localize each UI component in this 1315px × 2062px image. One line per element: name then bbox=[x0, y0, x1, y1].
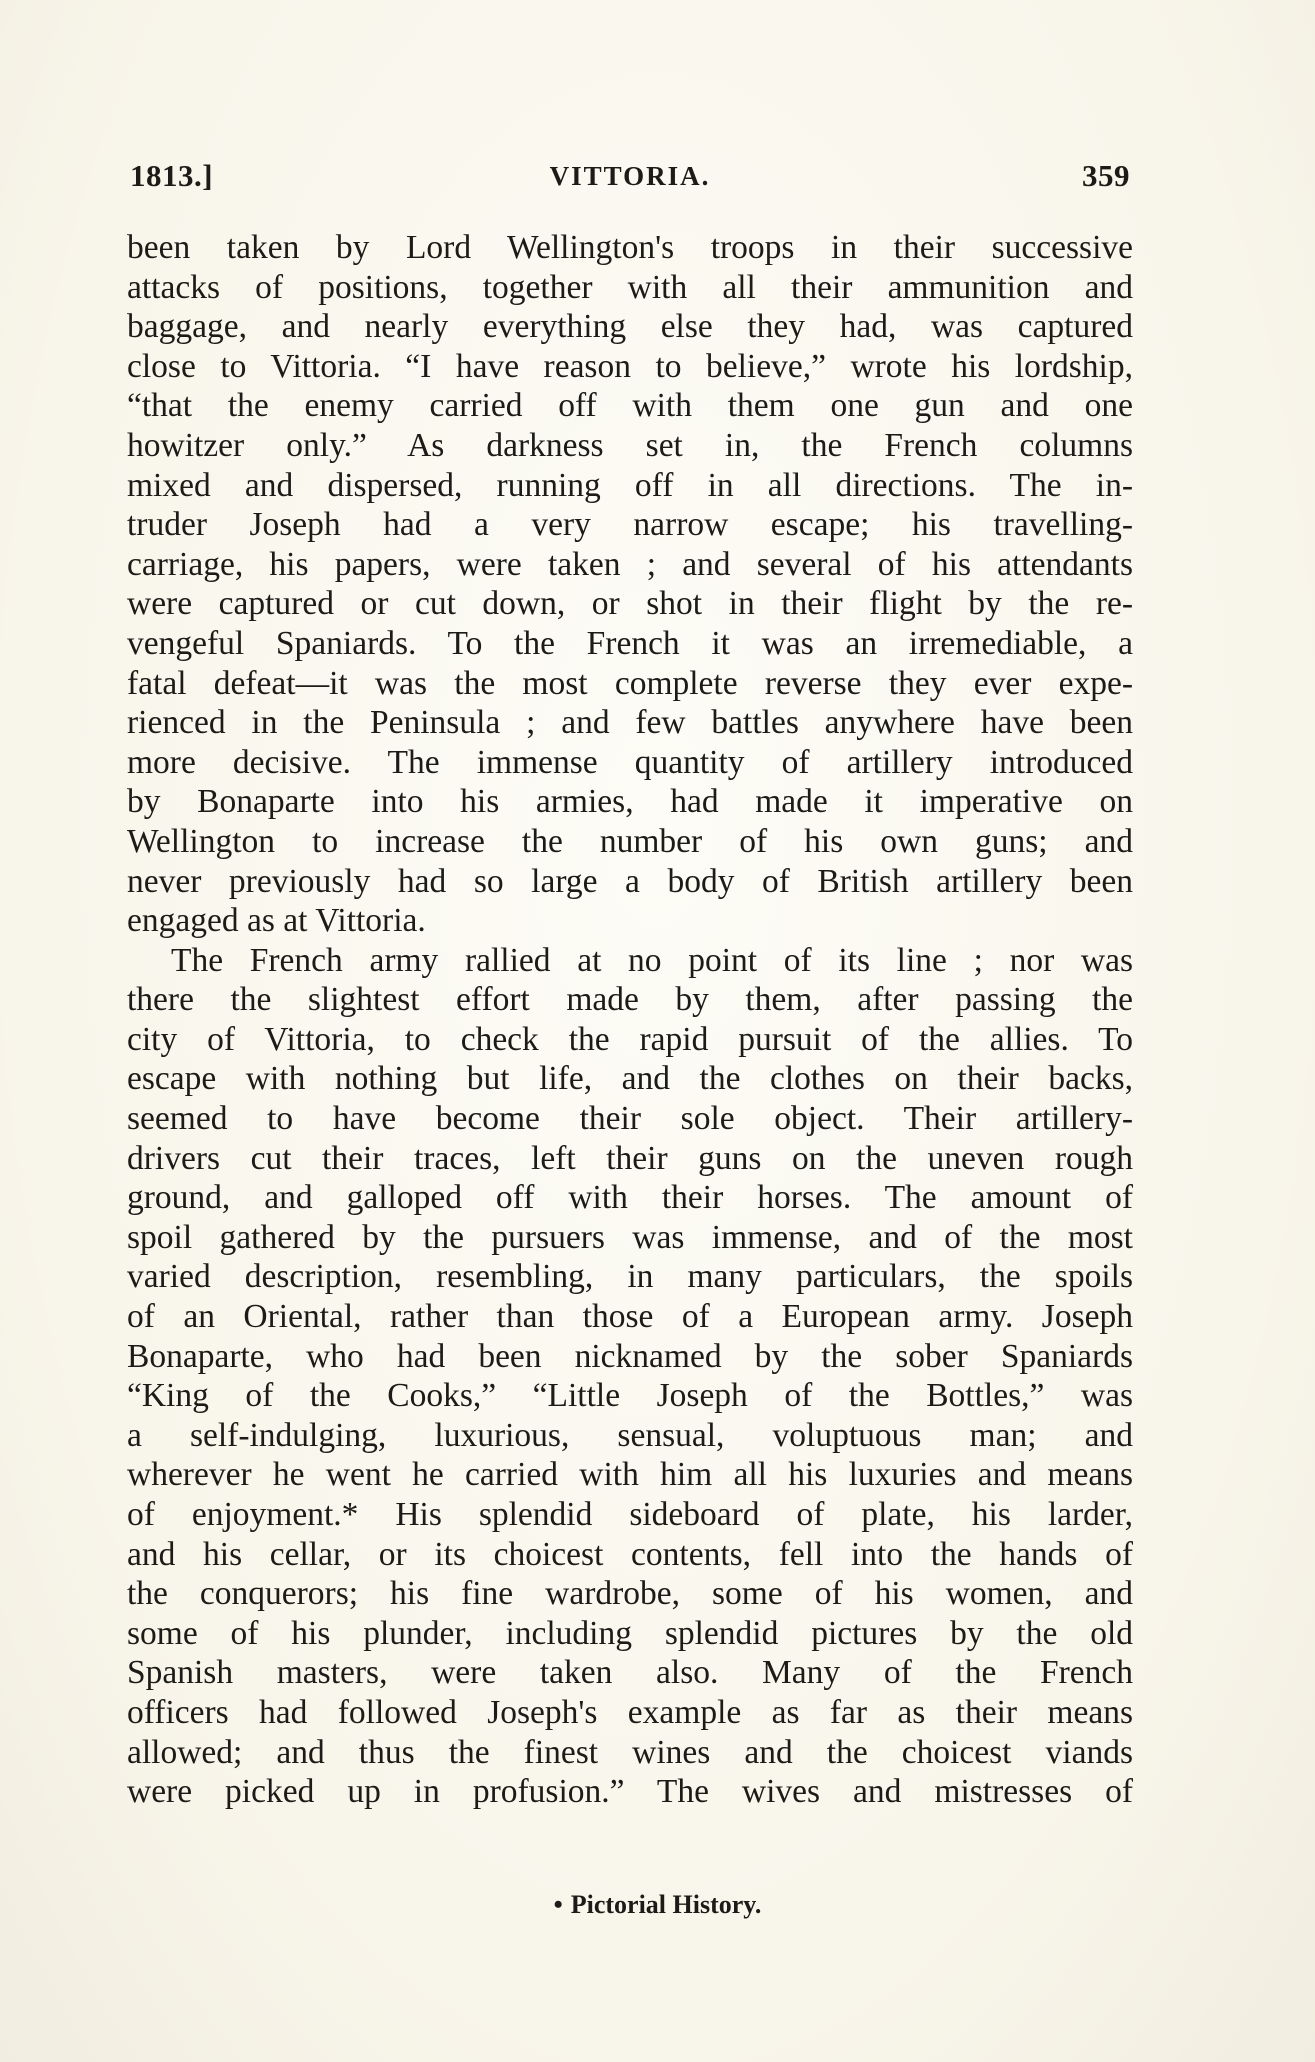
text-line: “that the enemy carried off with them one gun and one bbox=[127, 387, 1133, 425]
text-line: by Bonaparte into his armies, had made it imperative on bbox=[127, 783, 1133, 821]
text-line: of enjoyment.* His splendid sideboard of plate, his larder, bbox=[127, 1496, 1133, 1533]
text-line: wherever he went he carried with him all his luxuries and means bbox=[127, 1456, 1133, 1494]
text-line: varied description, resembling, in many particulars, the spoils bbox=[127, 1258, 1133, 1296]
text-line: seemed to have become their sole object. Their artillery- bbox=[127, 1100, 1133, 1138]
paragraph-first-line: The French army rallied at no point of its line ; nor was bbox=[171, 941, 1133, 979]
footnote bbox=[0, 1888, 1315, 1922]
text-line: city of Vittoria, to check the rapid pursuit of the allies. To bbox=[127, 1020, 1133, 1058]
text-line: rienced in the Peninsula ; and few battles anywhere have been bbox=[127, 704, 1133, 742]
text-line: some of his plunder, including splendid pictures by the old bbox=[127, 1614, 1133, 1652]
text-line: were captured or cut down, or shot in their flight by the re- bbox=[127, 585, 1133, 623]
text-line: and his cellar, or its choicest contents, fell into the hands of bbox=[127, 1535, 1133, 1573]
page-number: 359 bbox=[1082, 158, 1130, 193]
text-line: howitzer only.” As darkness set in, the French columns bbox=[127, 426, 1133, 464]
paragraph-last-line: engaged as at Vittoria. bbox=[127, 902, 426, 940]
text-line: allowed; and thus the finest wines and the choicest viands bbox=[127, 1733, 1133, 1771]
text-line: a self-indulging, luxurious, sensual, voluptuous man; and bbox=[127, 1416, 1133, 1454]
text-line: close to Vittoria. “I have reason to believe,” wrote his lordship, bbox=[127, 347, 1133, 385]
text-line: ground, and galloped off with their horses. The amount of bbox=[127, 1179, 1133, 1217]
text-line: escape with nothing but life, and the clothes on their backs, bbox=[127, 1060, 1133, 1098]
footnote-marker: • bbox=[553, 1890, 563, 1919]
text-line: Wellington to increase the number of his own guns; and bbox=[127, 822, 1133, 860]
text-line: Bonaparte, who had been nicknamed by the sober Spaniards bbox=[127, 1337, 1133, 1375]
text-line: spoil gathered by the pursuers was immense, and of the most bbox=[127, 1218, 1133, 1256]
text-line: vengeful Spaniards. To the French it was an irremediable, a bbox=[127, 624, 1133, 662]
text-line: fatal defeat—it was the most complete reverse they ever expe- bbox=[127, 664, 1133, 702]
header-chapter-title: VITTORIA. bbox=[549, 161, 711, 191]
text-line: were picked up in profusion.” The wives and mistresses of bbox=[127, 1773, 1133, 1811]
text-line: Spanish masters, were taken also. Many of the French bbox=[127, 1654, 1133, 1692]
text-line: truder Joseph had a very narrow escape; his travelling- bbox=[127, 506, 1133, 544]
text-line: attacks of positions, together with all their ammunition and bbox=[127, 268, 1133, 306]
body-text bbox=[127, 228, 1133, 1812]
text-line: baggage, and nearly everything else they had, was captured bbox=[127, 308, 1133, 346]
text-line: more decisive. The immense quantity of artillery introduced bbox=[127, 743, 1133, 781]
header-year: 1813.] bbox=[130, 158, 214, 193]
text-line: “King of the Cooks,” “Little Joseph of the Bottles,” was bbox=[127, 1377, 1133, 1415]
text-line: officers had followed Joseph's example as far as their means bbox=[127, 1693, 1133, 1731]
running-header bbox=[130, 156, 1130, 200]
text-line: there the slightest effort made by them, after passing the bbox=[127, 981, 1133, 1019]
footnote-text: Pictorial History. bbox=[570, 1890, 762, 1919]
text-line: drivers cut their traces, left their guns on the uneven rough bbox=[127, 1139, 1133, 1177]
text-line: never previously had so large a body of British artillery been bbox=[127, 862, 1133, 900]
text-line: carriage, his papers, were taken ; and several of his attendants bbox=[127, 545, 1133, 583]
text-line: the conquerors; his fine wardrobe, some of his women, and bbox=[127, 1575, 1133, 1613]
text-line: mixed and dispersed, running off in all directions. The in- bbox=[127, 466, 1133, 504]
text-line: been taken by Lord Wellington's troops in their successive bbox=[127, 229, 1133, 266]
text-line: of an Oriental, rather than those of a European army. Joseph bbox=[127, 1298, 1133, 1336]
